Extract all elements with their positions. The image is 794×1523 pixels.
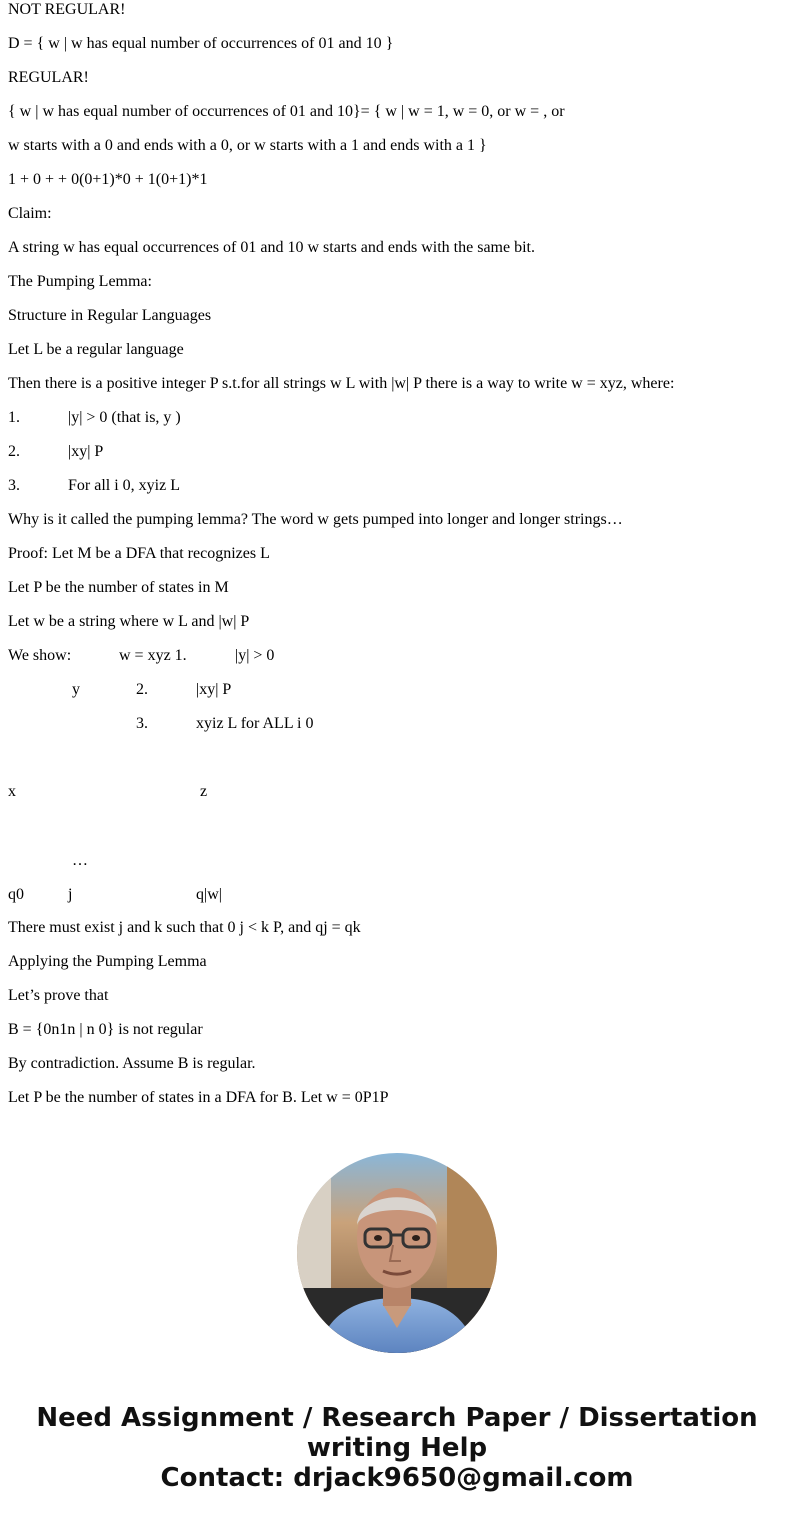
diagram-label-z: z <box>200 783 208 800</box>
footer-help-text: Need Assignment / Research Paper / Dissertation writing Help <box>36 1403 758 1463</box>
line-set-definition-cont: w starts with a 0 and ends with a 0, or w starts with a 1 and ends with a 1 } <box>8 137 487 154</box>
condition-1-text: |y| > 0 (that is, y ) <box>68 409 181 426</box>
we-show-number-3: 3. <box>136 715 148 732</box>
line-not-regular: NOT REGULAR! <box>8 1 126 18</box>
diagram-label-x: x <box>8 783 16 800</box>
condition-2-number: 2. <box>8 443 20 460</box>
line-let-l: Let L be a regular language <box>8 341 184 358</box>
avatar-photo <box>297 1153 497 1353</box>
we-show-condition-3: xyiz L for ALL i 0 <box>196 715 314 732</box>
condition-3-text: For all i 0, xyiz L <box>68 477 180 494</box>
diagram-ellipsis: … <box>72 852 88 869</box>
line-let-p-dfa: Let P be the number of states in a DFA for B. Let w = 0P1P <box>8 1089 389 1106</box>
line-why-pumping: Why is it called the pumping lemma? The word w gets pumped into longer and longer strings… <box>8 511 623 528</box>
footer-contact-text: Contact: drjack9650@gmail.com <box>160 1463 634 1493</box>
avatar <box>297 1153 497 1353</box>
line-regex: 1 + 0 + + 0(0+1)*0 + 1(0+1)*1 <box>8 171 208 188</box>
line-language-d: D = { w | w has equal number of occurrences of 01 and 10 } <box>8 35 394 52</box>
footer-banner <box>0 1403 794 1493</box>
line-structure: Structure in Regular Languages <box>8 307 212 324</box>
line-claim-statement: A string w has equal occurrences of 01 and 10 w starts and ends with the same bit. <box>8 239 535 256</box>
line-applying-heading: Applying the Pumping Lemma <box>8 953 207 970</box>
line-proof: Proof: Let M be a DFA that recognizes L <box>8 545 270 562</box>
line-let-p: Let P be the number of states in M <box>8 579 229 596</box>
diagram-state-q0: q0 <box>8 886 24 903</box>
condition-1-number: 1. <box>8 409 20 426</box>
line-claim: Claim: <box>8 205 52 222</box>
we-show-condition-1: |y| > 0 <box>235 647 275 664</box>
condition-2-text: |xy| P <box>68 443 104 460</box>
line-set-definition: { w | w has equal number of occurrences of 01 and 10}= { w | w = 1, w = 0, or w = , or <box>8 103 565 120</box>
diagram-state-j: j <box>68 886 73 903</box>
we-show-number-2: 2. <box>136 681 148 698</box>
line-exist-j-k: There must exist j and k such that 0 j < k P, and qj = qk <box>8 919 361 936</box>
line-contradiction: By contradiction. Assume B is regular. <box>8 1055 256 1072</box>
we-show-label: We show: <box>8 647 72 664</box>
line-regular: REGULAR! <box>8 69 89 86</box>
diagram-state-qw: q|w| <box>196 886 222 903</box>
diagram-label-y: y <box>72 681 80 698</box>
line-let-w: Let w be a string where w L and |w| P <box>8 613 250 630</box>
we-show-xyz: w = xyz 1. <box>119 647 187 664</box>
we-show-condition-2: |xy| P <box>196 681 232 698</box>
line-language-b: B = {0n1n | n 0} is not regular <box>8 1021 203 1038</box>
line-pumping-lemma-heading: The Pumping Lemma: <box>8 273 152 290</box>
line-lets-prove: Let’s prove that <box>8 987 109 1004</box>
line-lemma-statement: Then there is a positive integer P s.t.for all strings w L with |w| P there is a way to write w = xyz, where: <box>8 375 675 392</box>
condition-3-number: 3. <box>8 477 20 494</box>
